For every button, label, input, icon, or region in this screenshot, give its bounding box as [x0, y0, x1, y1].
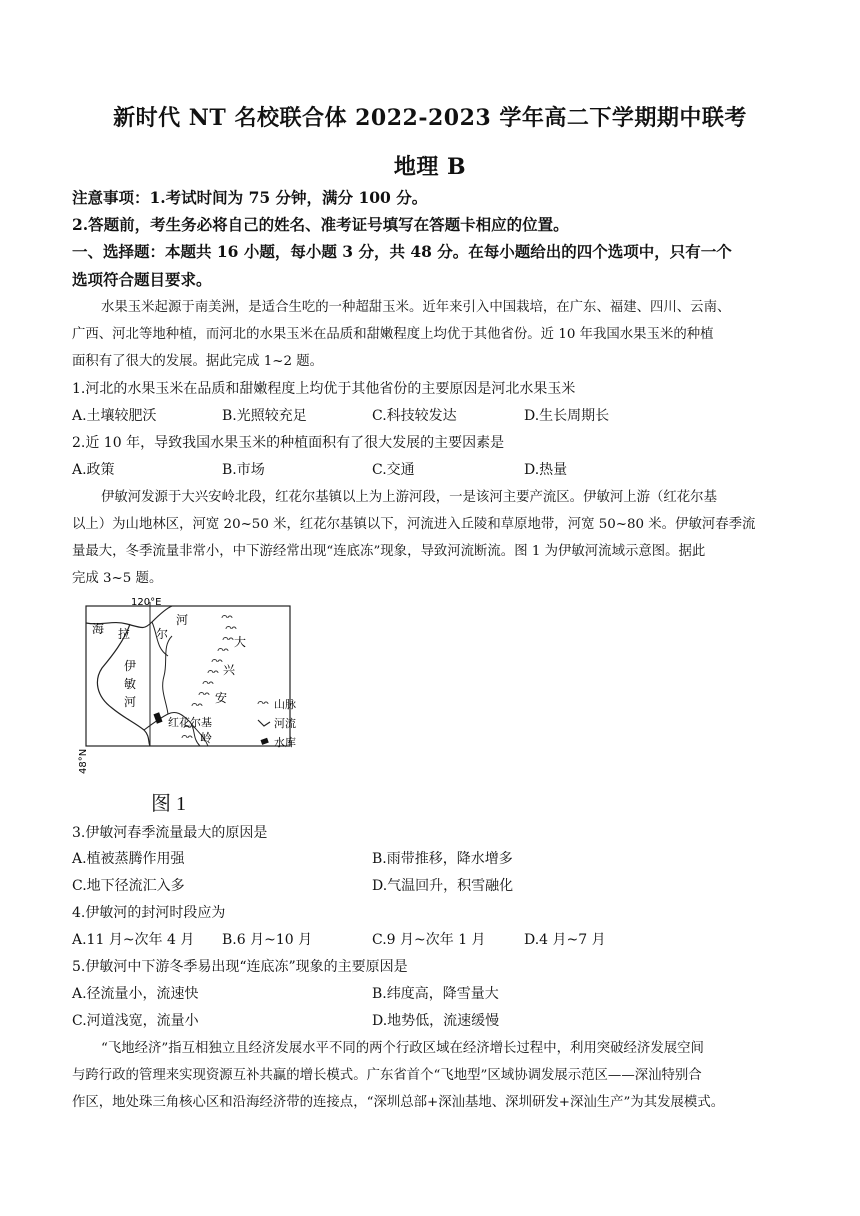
passage3-line-1: “飞地经济”指互相独立且经济发展水平不同的两个行政区域在经济增长过程中，利用突破经济发展空间 — [101, 1041, 704, 1056]
passage2-line-2: 以上）为山地林区，河宽 20~50 米，红花尔基镇以下，河流进入丘陵和草原地带，河宽 50~80 米。伊敏河春季流 — [72, 517, 756, 532]
label-min: 敏 — [124, 677, 137, 691]
option-a: A.11 月~次年 4 月 — [72, 932, 195, 948]
option-c: C.河道浅宽，流量小 — [72, 1013, 199, 1029]
passage2-line-4: 完成 3~5 题。 — [72, 571, 163, 586]
label-er: 尔 — [156, 627, 169, 641]
yimin-river-map — [72, 596, 312, 814]
notice-line-2: 2.答题前，考生务必将自己的姓名、准考证号填写在答题卡相应的位置。 — [72, 215, 569, 234]
label-town: 红花尔基 — [168, 716, 212, 729]
option-a: A.政策 — [72, 462, 115, 478]
label-la: 拉 — [118, 627, 131, 641]
legend-reservoir-symbol — [260, 738, 268, 745]
option-d: D.生长周期长 — [524, 408, 610, 424]
option-d: D.地势低，流速缓慢 — [372, 1013, 500, 1029]
exam-title: 新时代 NT 名校联合体 2022-2023 学年高二下学期期中联考 — [113, 105, 747, 131]
label-hai: 海 — [92, 622, 105, 636]
legend-river-label: 河流 — [274, 717, 296, 730]
label-da: 大 — [234, 635, 247, 649]
option-c: C.科技较发达 — [372, 408, 457, 424]
section-heading-2: 选项符合题目要求。 — [72, 270, 212, 289]
option-c: C.交通 — [372, 462, 415, 478]
label-ling: 岭 — [200, 731, 213, 745]
option-b: B.市场 — [222, 462, 265, 478]
passage1-line-1: 水果玉米起源于南美洲，是适合生吃的一种超甜玉米。近年来引入中国栽培，在广东、福建、四川、云南、 — [101, 300, 731, 315]
map-legend — [258, 698, 296, 749]
option-b: B.纬度高，降雪量大 — [372, 986, 499, 1002]
option-b: B.雨带推移，降水增多 — [372, 851, 513, 867]
option-b: B.光照较充足 — [222, 408, 307, 424]
question-5-stem: 5.伊敏河中下游冬季易出现“连底冻”现象的主要原因是 — [72, 959, 408, 975]
section-heading-1: 一、选择题：本题共 16 小题，每小题 3 分，共 48 分。在每小题给出的四个选项中，只有一个 — [72, 242, 732, 261]
question-4-stem: 4.伊敏河的封河时段应为 — [72, 905, 226, 921]
tributary-west — [163, 636, 172, 714]
question-2-stem: 2.近 10 年，导致我国水果玉米的种植面积有了很大发展的主要因素是 — [72, 435, 505, 451]
passage1-line-3: 面积有了很大的发展。据此完成 1~2 题。 — [72, 354, 324, 369]
label-yi: 伊 — [124, 659, 137, 673]
label-xing: 兴 — [223, 663, 236, 677]
legend-mountain-symbol — [258, 702, 268, 705]
question-3-stem: 3.伊敏河春季流量最大的原因是 — [72, 825, 268, 841]
parallel-label: 48°N — [78, 748, 89, 774]
label-he: 河 — [176, 613, 189, 627]
option-a: A.土壤较肥沃 — [72, 408, 157, 424]
passage3-line-3: 作区，地处珠三角核心区和沿海经济带的连接点，“深圳总部+深汕基地、深圳研发+深汕生产”为其发展模式。 — [72, 1095, 725, 1110]
label-river-he: 河 — [124, 695, 137, 709]
exam-subtitle: 地理 B — [393, 154, 467, 180]
question-1-stem: 1.河北的水果玉米在品质和甜嫩程度上均优于其他省份的主要原因是河北水果玉米 — [72, 381, 576, 397]
option-d: D.4 月~7 月 — [524, 932, 606, 948]
label-an: 安 — [215, 691, 228, 705]
notice-line-1: 注意事项：1.考试时间为 75 分钟，满分 100 分。 — [72, 188, 428, 207]
option-a: A.径流量小，流速快 — [72, 986, 199, 1002]
passage3-line-2: 与跨行政的管理来实现资源互补共赢的增长模式。广东省首个“飞地型”区域协调发展示范区——深汕特别合 — [72, 1068, 702, 1083]
legend-mountain-label: 山脉 — [274, 698, 296, 711]
option-a: A.植被蒸腾作用强 — [72, 851, 185, 867]
figure-caption: 图 1 — [151, 793, 186, 815]
meridian-label: 120°E — [131, 597, 162, 608]
option-b: B.6 月~10 月 — [222, 932, 313, 948]
passage2-line-1: 伊敏河发源于大兴安岭北段，红花尔基镇以上为上游河段，一是该河主要产流区。伊敏河上游（红花尔基 — [101, 490, 717, 505]
legend-reservoir-label: 水库 — [274, 736, 296, 749]
legend-river-symbol — [258, 720, 270, 726]
passage2-line-3: 量最大，冬季流量非常小，中下游经常出现“连底冻”现象，导致河流断流。图 1 为伊敏河流域示意图。据此 — [72, 544, 706, 559]
option-d: D.热量 — [524, 462, 568, 478]
passage1-line-2: 广西、河北等地种植，而河北的水果玉米在品质和甜嫩程度上均优于其他省份。近 10 年我国水果玉米的种植 — [72, 327, 714, 342]
option-c: C.地下径流汇入多 — [72, 878, 185, 894]
option-c: C.9 月~次年 1 月 — [372, 932, 486, 948]
option-d: D.气温回升，积雪融化 — [372, 878, 514, 894]
